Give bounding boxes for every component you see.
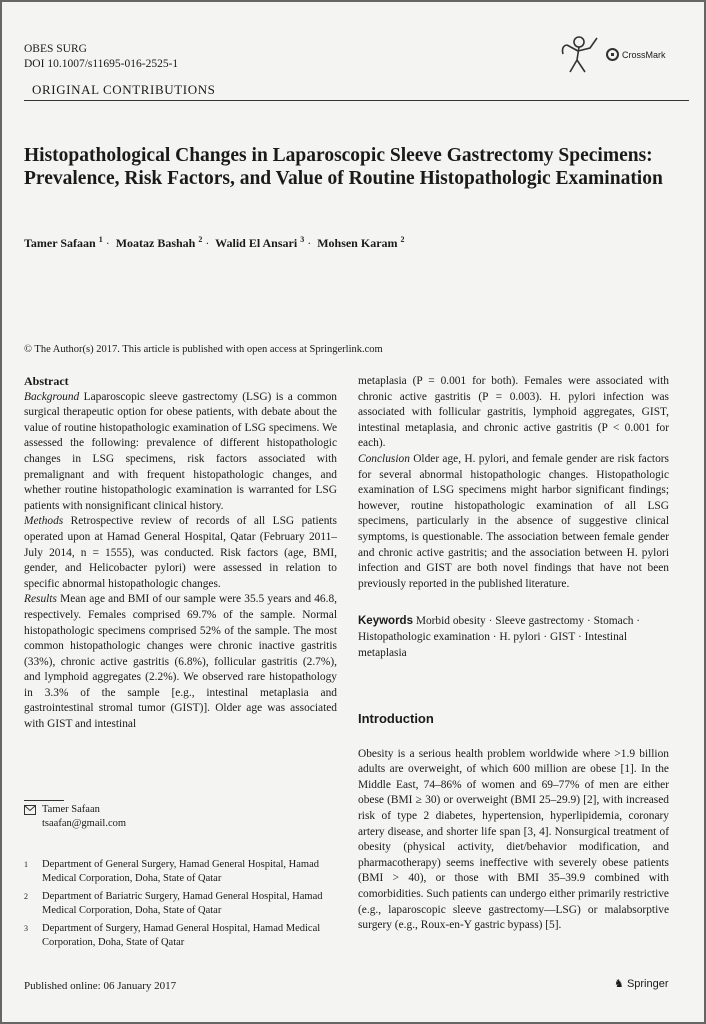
abstract-background: Background Laparoscopic sleeve gastrectomy (LSG) is a common surgical therapeutic option for obese patients, with debate about the value of routine histopathologic examination of LSG specimens. We assessed the following: prevalence of different histopathologic changes in LSG specimens, risk factors associated with premalignant and with frequent histopathologic changes, and whether routine histopathologic examination is warranted for LSG patients with nonsignificant clinical history. [24, 390, 337, 512]
license-note: © The Author(s) 2017. This article is published with open access at Springerlink.com [24, 344, 383, 355]
envelope-icon [24, 805, 36, 815]
author[interactable]: Tamer Safaan $^1$ [24, 235, 103, 250]
section-label: ORIGINAL CONTRIBUTIONS [32, 82, 216, 97]
journal-header [24, 42, 178, 72]
author-list: Tamer Safaan $^1$ · Moataz Bashah $^2$ · Walid El Ansari $^3$ · Mohsen Karam $^2$ [24, 235, 405, 250]
abstract-right-column [358, 374, 669, 934]
abstract-methods: Methods Retrospective review of records of all LSG patients operated upon at Hamad General Hospital, Qatar (February 2011–July 2014, n = 1555), was conducted. Risk factors (age, BMI, gender, and Helicobacter pylori) were assessed in relation to specific abnormal histopathologic changes. [24, 515, 337, 590]
publisher-name: Springer [626, 978, 669, 990]
springer-knight-logo-icon [557, 32, 603, 76]
affiliation: 1 Department of General Surgery, Hamad General Hospital, Hamad Medical Corporation, Doha, State of Qatar [24, 859, 319, 884]
affiliation: 3 Department of Surgery, Hamad General Hospital, Hamad Medical Corporation, Doha, State of Qatar [24, 923, 321, 948]
article-title: Histopathological Changes in Laparoscopic Sleeve Gastrectomy Specimens: Prevalence, Risk Factors, and Value of Routine Histopathologic Examination [24, 145, 663, 189]
header-rule [24, 100, 689, 101]
abstract-heading: Abstract [24, 374, 69, 388]
correspondence [24, 803, 126, 831]
abstract-results-continued: metaplasia (P = 0.001 for both). Females were associated with chronic active gastritis (P = 0.003). H. pylori infection was associated with follicular gastritis, lymphoid aggregates, GIST, intestinal metaplasia, and chronic active gastritis (P < 0.001 for each). [358, 375, 669, 450]
abstract-left-column [24, 374, 337, 733]
introduction-text: Obesity is a serious health problem worldwide where >1.9 billion adults are overweight, of which 600 million are obese [1]. In the Middle East, 74–86% of women and 69–77% of men are either obese (BMI ≥ 30) or overweight (BMI 25–29.9) [2], with increased risk of type 2 diabetes, hypertension, hyperlipidemia, coronary artery disease, and shorter life span [3, 4]. Nonsurgical treatment of obesity (physical activity, diet/behavior modification, and pharmacotherapy) seems ineffective with severely obese patients (BMI > 40), or those with BMI 35–39.9 combined with comorbidities. Such patients can undergo either primarily restrictive (e.g., laparoscopic sleeve gastrectomy—LSG) or malabsorptive surgery (e.g., Roux-en-Y gastric bypass) [5]. [358, 747, 669, 932]
affiliation: 2 Department of Bariatric Surgery, Hamad General Hospital, Hamad Medical Corporation, Doha, State of Qatar [24, 891, 323, 916]
introduction-heading: Introduction [358, 711, 434, 727]
publisher-mark [614, 977, 669, 990]
keywords: Keywords Morbid obesity · Sleeve gastrectomy · Stomach · Histopathologic examination · H. pylori · GIST · Intestinal metaplasia [358, 615, 641, 659]
author[interactable]: Walid El Ansari $^3$ [215, 235, 305, 250]
springer-horse-icon: ♞ [614, 978, 624, 990]
abstract-results: Results Mean age and BMI of our sample were 35.5 years and 46.8, respectively. Females comprised 69.7% of the sample. Normal histopathologic specimens comprised 52% of the sample. The most common histopathologic changes were chronic inactive gastritis (33%), chronic active gastritis (6.8%), follicular gastritis (2.7%), and lymphoid aggregates (2.2%). We observed rare histopathology in 3.3% of the sample [e.g., intestinal metaplasia and gastrointestinal stromal tumor (GIST)]. Older age was associated with GIST and intestinal [24, 593, 337, 731]
abstract-conclusion: Conclusion Older age, H. pylori, and female gender are risk factors for several abnormal histopathologic changes. Histopathologic examination of LSG specimens might harbor significant findings; however, routine histopathologic examination of all LSG specimens, particularly in the absence of suggestive clinical symptoms, is questionable. The association between female gender and chronic active gastritis; and the association between H. pylori infection and GIST are both novel findings that have not been previously reported in the published literature. [358, 452, 669, 590]
crossmark-badge[interactable] [606, 48, 666, 61]
footnote-rule [24, 800, 64, 801]
correspondence-name: Tamer Safaan [42, 804, 100, 815]
published-date: Published online: 06 January 2017 [24, 980, 177, 992]
correspondence-email[interactable]: tsaafan@gmail.com [42, 818, 127, 829]
crossmark-icon [606, 48, 619, 61]
author[interactable]: Moataz Bashah $^2$ [115, 235, 203, 250]
doi[interactable]: DOI 10.1007/s11695-016-2525-1 [24, 58, 179, 70]
journal-name: OBES SURG [24, 43, 87, 55]
crossmark-label: CrossMark [622, 49, 666, 60]
author[interactable]: Mohsen Karam $^2$ [317, 235, 405, 250]
